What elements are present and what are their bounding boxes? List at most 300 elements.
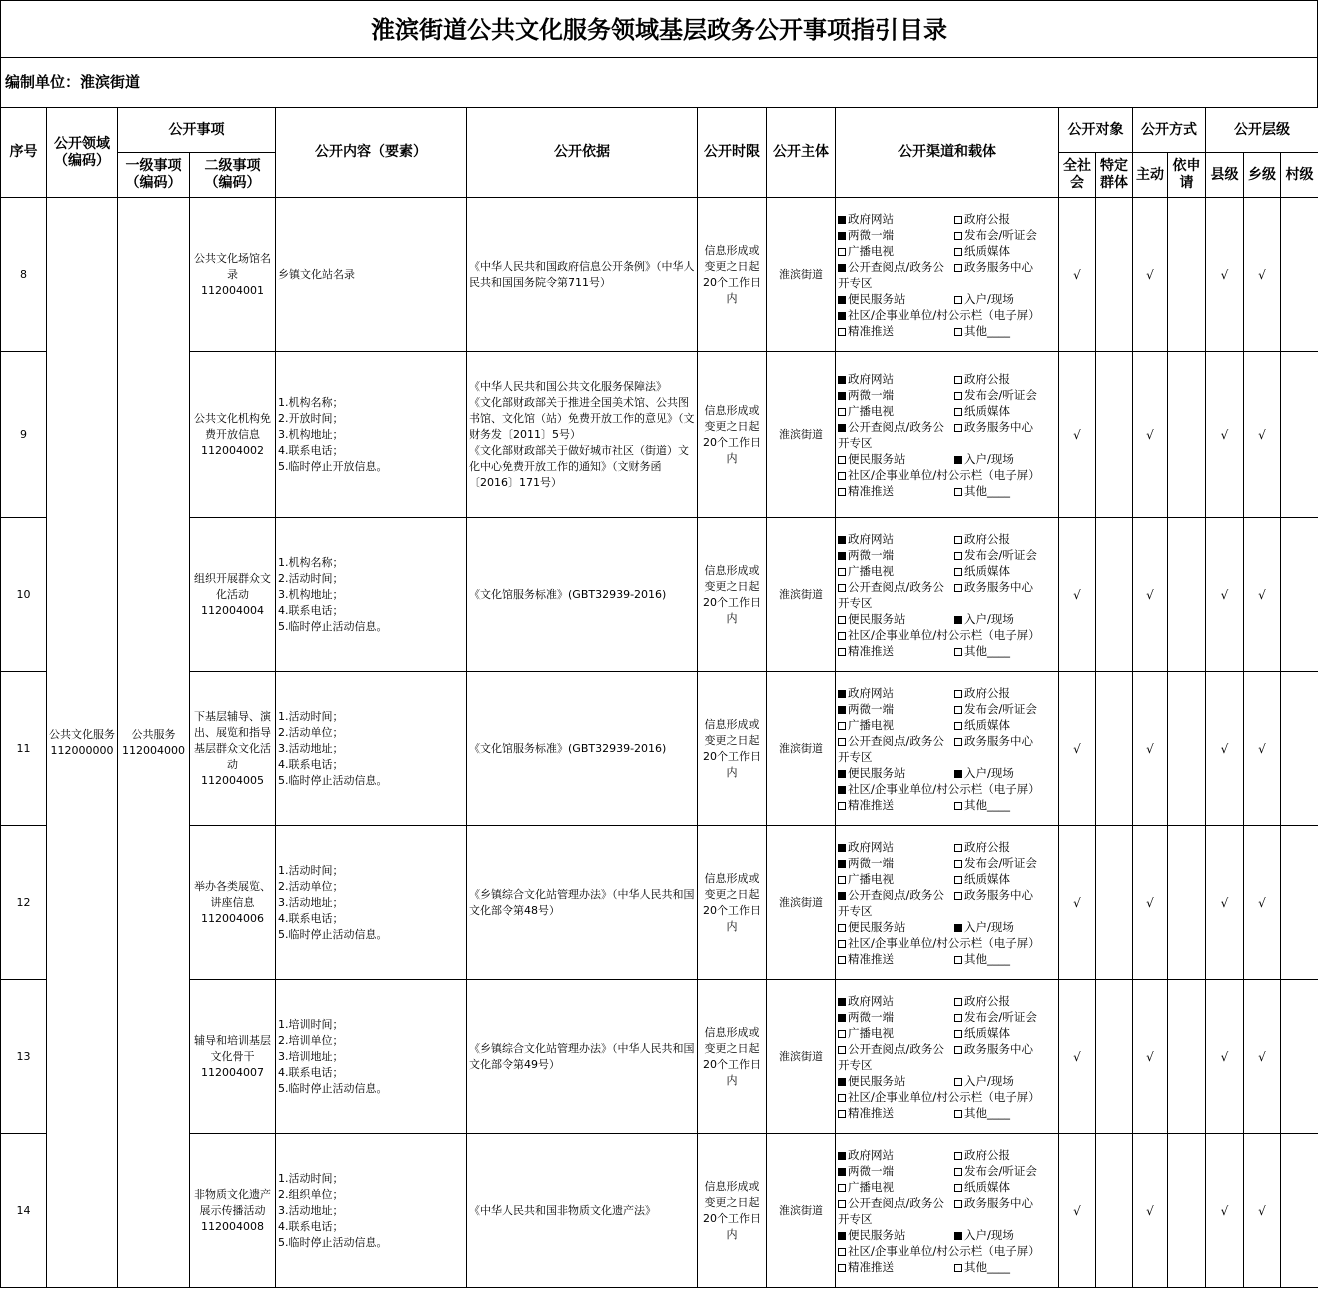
- channel-label: 其他____: [964, 951, 1010, 966]
- table-body: [1, 198, 1318, 1288]
- channel-label: 精准推送: [848, 797, 894, 812]
- channel-item: [838, 781, 1058, 797]
- channel-label: 精准推送: [848, 1259, 894, 1274]
- channel-label: 政府网站: [848, 839, 894, 854]
- method-active-cell: √: [1133, 980, 1168, 1134]
- method-request-cell: [1168, 826, 1206, 980]
- channel-label: 公开查阅点/政务公开专区: [838, 419, 944, 450]
- target-all-cell: √: [1059, 352, 1096, 518]
- channel-item: [954, 993, 1058, 1009]
- channel-list: [838, 531, 1056, 659]
- channel-cell: [836, 672, 1059, 826]
- level2-item: 公共文化机构免费开放信息 112004002: [190, 352, 276, 518]
- channel-item: [838, 701, 954, 717]
- subject-cell: 淮滨街道: [767, 826, 836, 980]
- level2-item: 公共文化场馆名录 112004001: [190, 198, 276, 352]
- table-row: [1, 672, 1318, 826]
- channel-item: [838, 211, 954, 227]
- subject-cell: 淮滨街道: [767, 980, 836, 1134]
- channel-item: [954, 733, 1058, 765]
- checked-box-icon: [838, 552, 846, 560]
- channel-item: [954, 685, 1058, 701]
- table-row: [1, 518, 1318, 672]
- layer-county-cell: √: [1206, 198, 1244, 352]
- unchecked-box-icon: [954, 802, 962, 810]
- layer-village-cell: [1281, 352, 1318, 518]
- channel-label: 政府公报: [964, 685, 1010, 700]
- target-all-cell: √: [1059, 826, 1096, 980]
- time-limit-cell: 信息形成或变更之日起20个工作日内: [698, 198, 767, 352]
- channel-label: 广播电视: [848, 717, 894, 732]
- channel-item: [838, 1259, 954, 1275]
- layer-town-cell: √: [1244, 1134, 1281, 1288]
- checked-box-icon: [954, 616, 962, 624]
- subject-cell: 淮滨街道: [767, 352, 836, 518]
- unchecked-box-icon: [954, 844, 962, 852]
- channel-label: 两微一端: [848, 855, 894, 870]
- channel-item: [954, 1227, 1058, 1243]
- checked-box-icon: [954, 924, 962, 932]
- channel-label: 入户/现场: [964, 765, 1014, 780]
- channel-label: 两微一端: [848, 387, 894, 402]
- layer-county-cell: √: [1206, 518, 1244, 672]
- channel-item: [838, 733, 954, 765]
- channel-label: 入户/现场: [964, 291, 1014, 306]
- checked-box-icon: [954, 770, 962, 778]
- channel-item: [954, 259, 1058, 291]
- unchecked-box-icon: [838, 956, 846, 964]
- channel-item: [954, 451, 1058, 467]
- channel-label: 广播电视: [848, 563, 894, 578]
- header-channel: 公开渠道和载体: [836, 108, 1059, 198]
- channel-label: 两微一端: [848, 547, 894, 562]
- unchecked-box-icon: [954, 648, 962, 656]
- channel-item: [838, 839, 954, 855]
- checked-box-icon: [838, 1014, 846, 1022]
- channel-label: 政府网站: [848, 371, 894, 386]
- channel-label: 政务服务中心: [964, 579, 1033, 594]
- unchecked-box-icon: [954, 876, 962, 884]
- channel-label: 两微一端: [848, 1163, 894, 1178]
- channel-label: 公开查阅点/政务公开专区: [838, 259, 944, 290]
- channel-item: [954, 1179, 1058, 1195]
- basis-cell: 《文化馆服务标准》(GBT32939-2016): [467, 672, 698, 826]
- channel-label: 政府网站: [848, 1147, 894, 1162]
- channel-label: 发布会/听证会: [964, 387, 1037, 402]
- channel-label: 便民服务站: [848, 1073, 906, 1088]
- table-row: [1, 198, 1318, 352]
- channel-item: [838, 611, 954, 627]
- channel-item: [838, 887, 954, 919]
- channel-item: [954, 387, 1058, 403]
- unchecked-box-icon: [954, 1046, 962, 1054]
- channel-item: [954, 855, 1058, 871]
- channel-label: 两微一端: [848, 227, 894, 242]
- channel-item: [954, 1105, 1058, 1121]
- channel-item: [838, 387, 954, 403]
- target-all-cell: √: [1059, 672, 1096, 826]
- time-limit-cell: 信息形成或变更之日起20个工作日内: [698, 1134, 767, 1288]
- channel-cell: [836, 980, 1059, 1134]
- checked-box-icon: [838, 296, 846, 304]
- unchecked-box-icon: [954, 998, 962, 1006]
- method-request-cell: [1168, 1134, 1206, 1288]
- channel-label: 发布会/听证会: [964, 227, 1037, 242]
- checked-box-icon: [838, 392, 846, 400]
- channel-item: [954, 1073, 1058, 1089]
- channel-label: 政府网站: [848, 531, 894, 546]
- channel-item: [838, 797, 954, 813]
- layer-county-cell: √: [1206, 1134, 1244, 1288]
- header-layer-county: 县级: [1206, 153, 1244, 198]
- channel-label: 发布会/听证会: [964, 1163, 1037, 1178]
- header-matters: 公开事项: [118, 108, 276, 153]
- channel-label: 入户/现场: [964, 919, 1014, 934]
- channel-label: 入户/现场: [964, 451, 1014, 466]
- basis-cell: 《乡镇综合文化站管理办法》（中华人民共和国文化部令第48号）: [467, 826, 698, 980]
- target-specific-cell: [1096, 826, 1133, 980]
- page-title: 淮滨街道公共文化服务领域基层政务公开事项指引目录: [0, 0, 1318, 58]
- channel-label: 精准推送: [848, 643, 894, 658]
- unchecked-box-icon: [838, 1030, 846, 1038]
- channel-item: [838, 1163, 954, 1179]
- header-target: 公开对象: [1059, 108, 1133, 153]
- header-target-all: 全社会: [1059, 153, 1096, 198]
- basis-cell: 《乡镇综合文化站管理办法》（中华人民共和国文化部令第49号）: [467, 980, 698, 1134]
- unchecked-box-icon: [838, 1200, 846, 1208]
- content-cell: 1.机构名称； 2.开放时间； 3.机构地址； 4.联系电话； 5.临时停止开放信息。: [276, 352, 467, 518]
- target-specific-cell: [1096, 198, 1133, 352]
- channel-label: 公开查阅点/政务公开专区: [838, 733, 944, 764]
- unchecked-box-icon: [838, 1264, 846, 1272]
- checked-box-icon: [838, 706, 846, 714]
- channel-item: [838, 855, 954, 871]
- table-row: [1, 352, 1318, 518]
- checked-box-icon: [838, 232, 846, 240]
- method-request-cell: [1168, 352, 1206, 518]
- unchecked-box-icon: [838, 248, 846, 256]
- target-specific-cell: [1096, 672, 1133, 826]
- checked-box-icon: [838, 844, 846, 852]
- channel-item: [954, 643, 1058, 659]
- channel-item: [954, 871, 1058, 887]
- channel-item: [838, 871, 954, 887]
- header-content: 公开内容（要素）: [276, 108, 467, 198]
- level2-item: 非物质文化遗产展示传播活动 112004008: [190, 1134, 276, 1288]
- channel-label: 政务服务中心: [964, 887, 1033, 902]
- channel-cell: [836, 198, 1059, 352]
- channel-label: 其他____: [964, 323, 1010, 338]
- unchecked-box-icon: [954, 1152, 962, 1160]
- content-cell: 乡镇文化站名录: [276, 198, 467, 352]
- time-limit-cell: 信息形成或变更之日起20个工作日内: [698, 352, 767, 518]
- layer-town-cell: √: [1244, 518, 1281, 672]
- layer-village-cell: [1281, 980, 1318, 1134]
- channel-label: 纸质媒体: [964, 403, 1010, 418]
- channel-label: 社区/企事业单位/村公示栏（电子屏）: [848, 1089, 1040, 1104]
- directory-table: [0, 107, 1318, 1288]
- channel-list: [838, 839, 1056, 967]
- method-active-cell: √: [1133, 1134, 1168, 1288]
- method-active-cell: √: [1133, 826, 1168, 980]
- channel-item: [954, 887, 1058, 919]
- channel-item: [838, 993, 954, 1009]
- time-limit-cell: 信息形成或变更之日起20个工作日内: [698, 826, 767, 980]
- channel-item: [954, 797, 1058, 813]
- unchecked-box-icon: [954, 1168, 962, 1176]
- channel-label: 社区/企事业单位/村公示栏（电子屏）: [848, 467, 1040, 482]
- channel-label: 其他____: [964, 1259, 1010, 1274]
- channel-item: [838, 1179, 954, 1195]
- unchecked-box-icon: [838, 472, 846, 480]
- channel-label: 政务服务中心: [964, 1041, 1033, 1056]
- channel-item: [838, 531, 954, 547]
- content-cell: 1.活动时间； 2.活动单位； 3.活动地址； 4.联系电话； 5.临时停止活动信息。: [276, 826, 467, 980]
- unchecked-box-icon: [954, 690, 962, 698]
- time-limit-cell: 信息形成或变更之日起20个工作日内: [698, 980, 767, 1134]
- layer-village-cell: [1281, 826, 1318, 980]
- unchecked-box-icon: [954, 1014, 962, 1022]
- channel-label: 纸质媒体: [964, 1025, 1010, 1040]
- channel-label: 便民服务站: [848, 765, 906, 780]
- channel-item: [954, 1163, 1058, 1179]
- channel-label: 政府公报: [964, 839, 1010, 854]
- header-target-specific: 特定群体: [1096, 153, 1133, 198]
- channel-label: 广播电视: [848, 243, 894, 258]
- unchecked-box-icon: [954, 264, 962, 272]
- checked-box-icon: [954, 456, 962, 464]
- layer-town-cell: √: [1244, 352, 1281, 518]
- channel-item: [954, 1025, 1058, 1041]
- channel-label: 精准推送: [848, 1105, 894, 1120]
- channel-item: [954, 419, 1058, 451]
- channel-label: 两微一端: [848, 701, 894, 716]
- level2-item: 举办各类展览、讲座信息 112004006: [190, 826, 276, 980]
- channel-item: [954, 403, 1058, 419]
- layer-town-cell: √: [1244, 826, 1281, 980]
- channel-item: [954, 227, 1058, 243]
- channel-label: 便民服务站: [848, 1227, 906, 1242]
- channel-item: [838, 291, 954, 307]
- channel-item: [954, 839, 1058, 855]
- channel-item: [838, 307, 1058, 323]
- unchecked-box-icon: [954, 536, 962, 544]
- unchecked-box-icon: [838, 876, 846, 884]
- header-basis: 公开依据: [467, 108, 698, 198]
- channel-item: [954, 765, 1058, 781]
- unchecked-box-icon: [954, 956, 962, 964]
- subject-cell: 淮滨街道: [767, 672, 836, 826]
- channel-item: [838, 1073, 954, 1089]
- channel-label: 发布会/听证会: [964, 855, 1037, 870]
- target-specific-cell: [1096, 1134, 1133, 1288]
- channel-label: 纸质媒体: [964, 871, 1010, 886]
- channel-list: [838, 211, 1056, 339]
- unchecked-box-icon: [838, 1248, 846, 1256]
- checked-box-icon: [838, 312, 846, 320]
- channel-label: 政府网站: [848, 211, 894, 226]
- channel-item: [954, 547, 1058, 563]
- channel-label: 政务服务中心: [964, 419, 1033, 434]
- header-layer-town: 乡级: [1244, 153, 1281, 198]
- channel-label: 公开查阅点/政务公开专区: [838, 1195, 944, 1226]
- channel-item: [838, 323, 954, 339]
- checked-box-icon: [838, 786, 846, 794]
- unchecked-box-icon: [954, 722, 962, 730]
- checked-box-icon: [838, 1168, 846, 1176]
- time-limit-cell: 信息形成或变更之日起20个工作日内: [698, 518, 767, 672]
- row-seq: 11: [1, 672, 47, 826]
- channel-item: [954, 1147, 1058, 1163]
- layer-village-cell: [1281, 198, 1318, 352]
- domain-cell: 公共文化服务 112000000: [47, 198, 118, 1288]
- channel-list: [838, 993, 1056, 1121]
- layer-county-cell: √: [1206, 826, 1244, 980]
- channel-item: [838, 259, 954, 291]
- channel-label: 政府公报: [964, 371, 1010, 386]
- target-specific-cell: [1096, 980, 1133, 1134]
- table-row: [1, 1134, 1318, 1288]
- channel-label: 政府公报: [964, 211, 1010, 226]
- channel-item: [838, 919, 954, 935]
- channel-item: [838, 1227, 954, 1243]
- channel-label: 发布会/听证会: [964, 547, 1037, 562]
- channel-label: 政务服务中心: [964, 1195, 1033, 1210]
- channel-label: 政府公报: [964, 1147, 1010, 1162]
- layer-town-cell: √: [1244, 672, 1281, 826]
- channel-item: [838, 1025, 954, 1041]
- unchecked-box-icon: [954, 296, 962, 304]
- channel-item: [838, 951, 954, 967]
- header-domain: 公开领域（编码）: [47, 108, 118, 198]
- layer-village-cell: [1281, 1134, 1318, 1288]
- channel-item: [838, 1041, 954, 1073]
- subject-cell: 淮滨街道: [767, 1134, 836, 1288]
- channel-item: [954, 951, 1058, 967]
- unchecked-box-icon: [838, 924, 846, 932]
- basis-cell: 《中华人民共和国非物质文化遗产法》: [467, 1134, 698, 1288]
- unchecked-box-icon: [838, 940, 846, 948]
- level2-item: 组织开展群众文化活动 112004004: [190, 518, 276, 672]
- unchecked-box-icon: [838, 632, 846, 640]
- unchecked-box-icon: [954, 1264, 962, 1272]
- unchecked-box-icon: [954, 392, 962, 400]
- channel-label: 便民服务站: [848, 291, 906, 306]
- channel-item: [838, 935, 1058, 951]
- channel-label: 发布会/听证会: [964, 701, 1037, 716]
- header-layer-village: 村级: [1281, 153, 1318, 198]
- unchecked-box-icon: [838, 568, 846, 576]
- channel-label: 广播电视: [848, 1179, 894, 1194]
- header-method: 公开方式: [1133, 108, 1206, 153]
- channel-item: [838, 1009, 954, 1025]
- unchecked-box-icon: [954, 1184, 962, 1192]
- channel-cell: [836, 518, 1059, 672]
- layer-town-cell: √: [1244, 198, 1281, 352]
- header-subject: 公开主体: [767, 108, 836, 198]
- channel-item: [838, 1105, 954, 1121]
- unchecked-box-icon: [954, 706, 962, 714]
- channel-label: 社区/企事业单位/村公示栏（电子屏）: [848, 627, 1040, 642]
- channel-item: [838, 717, 954, 733]
- channel-item: [954, 1041, 1058, 1073]
- channel-label: 广播电视: [848, 1025, 894, 1040]
- channel-item: [954, 717, 1058, 733]
- unchecked-box-icon: [954, 248, 962, 256]
- level1-cell: 公共服务 112004000: [118, 198, 190, 1288]
- channel-label: 社区/企事业单位/村公示栏（电子屏）: [848, 781, 1040, 796]
- target-specific-cell: [1096, 518, 1133, 672]
- subject-cell: 淮滨街道: [767, 198, 836, 352]
- channel-item: [838, 371, 954, 387]
- channel-item: [838, 403, 954, 419]
- unchecked-box-icon: [838, 722, 846, 730]
- channel-label: 公开查阅点/政务公开专区: [838, 579, 944, 610]
- target-specific-cell: [1096, 352, 1133, 518]
- target-all-cell: √: [1059, 1134, 1096, 1288]
- unchecked-box-icon: [838, 1046, 846, 1054]
- checked-box-icon: [838, 216, 846, 224]
- channel-label: 两微一端: [848, 1009, 894, 1024]
- checked-box-icon: [838, 998, 846, 1006]
- channel-item: [838, 627, 1058, 643]
- header-level2: 二级事项（编码）: [190, 153, 276, 198]
- unchecked-box-icon: [954, 1200, 962, 1208]
- channel-item: [838, 419, 954, 451]
- channel-item: [838, 1147, 954, 1163]
- header-layer: 公开层级: [1206, 108, 1318, 153]
- channel-label: 社区/企事业单位/村公示栏（电子屏）: [848, 1243, 1040, 1258]
- channel-label: 纸质媒体: [964, 243, 1010, 258]
- channel-label: 政务服务中心: [964, 259, 1033, 274]
- channel-label: 其他____: [964, 643, 1010, 658]
- checked-box-icon: [838, 1078, 846, 1086]
- compiling-unit: 编制单位：淮滨街道: [0, 58, 1318, 107]
- unchecked-box-icon: [838, 1110, 846, 1118]
- channel-item: [838, 451, 954, 467]
- method-request-cell: [1168, 198, 1206, 352]
- checked-box-icon: [838, 860, 846, 868]
- channel-label: 广播电视: [848, 403, 894, 418]
- channel-label: 社区/企事业单位/村公示栏（电子屏）: [848, 307, 1040, 322]
- layer-county-cell: √: [1206, 352, 1244, 518]
- method-active-cell: √: [1133, 518, 1168, 672]
- channel-list: [838, 1147, 1056, 1275]
- channel-item: [838, 685, 954, 701]
- unchecked-box-icon: [954, 216, 962, 224]
- row-seq: 13: [1, 980, 47, 1134]
- channel-item: [954, 371, 1058, 387]
- channel-label: 政务服务中心: [964, 733, 1033, 748]
- table-row: [1, 980, 1318, 1134]
- unchecked-box-icon: [954, 892, 962, 900]
- content-cell: 1.培训时间； 2.培训单位； 3.培训地址； 4.联系电话； 5.临时停止活动信息。: [276, 980, 467, 1134]
- checked-box-icon: [838, 1152, 846, 1160]
- channel-label: 其他____: [964, 483, 1010, 498]
- checked-box-icon: [838, 1232, 846, 1240]
- checked-box-icon: [838, 264, 846, 272]
- unchecked-box-icon: [838, 584, 846, 592]
- unchecked-box-icon: [954, 376, 962, 384]
- header-time-limit: 公开时限: [698, 108, 767, 198]
- checked-box-icon: [838, 424, 846, 432]
- row-seq: 9: [1, 352, 47, 518]
- channel-cell: [836, 352, 1059, 518]
- unchecked-box-icon: [954, 488, 962, 496]
- header-method-request: 依申请: [1168, 153, 1206, 198]
- channel-item: [954, 483, 1058, 499]
- unchecked-box-icon: [838, 1094, 846, 1102]
